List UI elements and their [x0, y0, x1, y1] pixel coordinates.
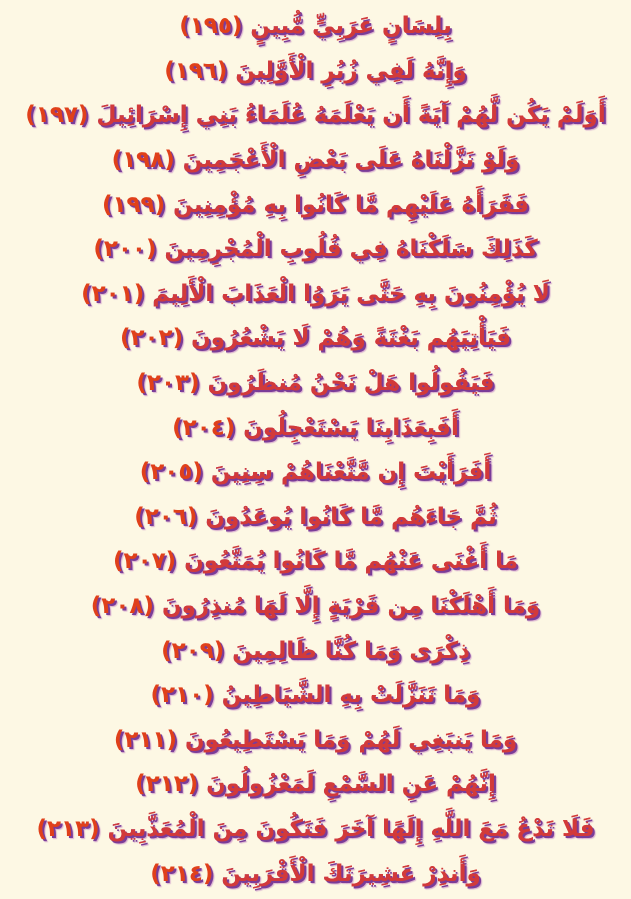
verse-line — [0, 93, 631, 138]
verse-number: (٢١٢) — [135, 771, 199, 798]
verse-number: (٢٠٣) — [136, 370, 200, 397]
verse-line — [0, 584, 631, 629]
verse-text: وَأَنذِرْ عَشِيرَتَكَ الْأَقْرَبِينَ — [221, 860, 481, 887]
verse-number: (٢٠٦) — [134, 503, 198, 530]
verse-line — [0, 138, 631, 183]
verse-number: (١٩٦) — [164, 57, 228, 84]
verse-number: (٢٠٧) — [113, 548, 177, 575]
verse-number: (١٩٨) — [111, 147, 175, 174]
verse-line — [0, 272, 631, 317]
verse-text: فَلَا تَدْعُ مَعَ اللَّهِ إِلَهًا آخَرَ فَتَكُونَ مِنَ الْمُعَذَّبِينَ — [107, 815, 595, 842]
verse-text: لَا يُؤْمِنُونَ بِهِ حَتَّى يَرَوُا الْعَذَابَ الْأَلِيمَ — [152, 280, 550, 307]
verse-text: بِلِسَانٍ عَرَبِيٍّ مُّبِينٍ — [250, 13, 452, 40]
verse-text: أَفَرَأَيْتَ إِن مَّتَّعْنَاهُمْ سِنِينَ — [210, 459, 492, 486]
verse-line — [0, 361, 631, 406]
verse-line — [0, 673, 631, 718]
verse-line — [0, 762, 631, 807]
verse-number: (١٩٥) — [179, 13, 243, 40]
verse-text: وَمَا يَنبَغِي لَهُمْ وَمَا يَسْتَطِيعُونَ — [185, 726, 518, 753]
verse-text: أَوَلَمْ يَكُن لَّهُمْ آيَةً أَن يَعْلَمَهُ عُلَمَاءُ بَنِي إِسْرَائِيلَ — [96, 102, 606, 129]
verse-number: (٢٠٠) — [93, 236, 157, 263]
verse-line — [0, 807, 631, 852]
verse-line — [0, 628, 631, 673]
verse-number: (٢٠٨) — [90, 593, 154, 620]
verse-line — [0, 227, 631, 272]
verse-text: وَمَا تَنَزَّلَتْ بِهِ الشَّيَاطِينُ — [221, 682, 481, 709]
verse-number: (٢٠٢) — [119, 325, 184, 352]
verse-text: فَقَرَأَهُ عَلَيْهِم مَّا كَانُوا بِهِ مُؤْمِنِينَ — [173, 191, 530, 218]
verse-number: (١٩٧) — [25, 102, 89, 129]
verse-text: إِنَّهُمْ عَنِ السَّمْعِ لَمَعْزُولُونَ — [206, 771, 496, 798]
verse-number: (٢٠٤) — [172, 414, 236, 441]
verse-number: (٢١١) — [113, 726, 177, 753]
verse-line — [0, 316, 631, 361]
verse-number: (٢١٣) — [36, 815, 100, 842]
verse-text: مَا أَغْنَى عَنْهُم مَّا كَانُوا يُمَتَّعُونَ — [184, 548, 518, 575]
verse-line — [0, 851, 631, 896]
verse-text: فَيَأْتِيَهُم بَغْتَةً وَهُمْ لَا يَشْعُرُونَ — [191, 325, 512, 352]
verse-line — [0, 405, 631, 450]
verse-text: وَإِنَّهُ لَفِي زُبُرِ الْأَوَّلِينَ — [235, 57, 467, 84]
verse-number: (١٩٩) — [101, 191, 166, 218]
verse-number: (٢١٤) — [150, 860, 214, 887]
verse-list — [0, 4, 631, 896]
verse-text: أَفَبِعَذَابِنَا يَسْتَعْجِلُونَ — [243, 414, 459, 441]
verse-text: كَذَلِكَ سَلَكْنَاهُ فِي قُلُوبِ الْمُجْرِمِينَ — [164, 236, 538, 263]
verse-line — [0, 718, 631, 763]
verse-number: (٢٠٩) — [161, 637, 225, 664]
verse-line — [0, 182, 631, 227]
verse-number: (٢١٠) — [150, 682, 214, 709]
verse-line — [0, 450, 631, 495]
verse-line — [0, 4, 631, 49]
verse-number: (٢٠٥) — [139, 459, 203, 486]
verse-text: ثُمَّ جَاءَهُم مَّا كَانُوا يُوعَدُونَ — [205, 503, 497, 530]
verse-text: وَلَوْ نَزَّلْنَاهُ عَلَى بَعْضِ الْأَعْجَمِينَ — [182, 147, 520, 174]
verse-text: فَيَقُولُوا هَلْ نَحْنُ مُنظَرُونَ — [207, 370, 495, 397]
verse-text: وَمَا أَهْلَكْنَا مِن قَرْيَةٍ إِلَّا لَهَا مُنذِرُونَ — [161, 593, 541, 620]
verse-text: ذِكْرَى وَمَا كُنَّا ظَالِمِينَ — [232, 637, 470, 664]
verse-number: (٢٠١) — [81, 280, 145, 307]
verse-line — [0, 495, 631, 540]
verse-line — [0, 539, 631, 584]
verse-line — [0, 49, 631, 94]
